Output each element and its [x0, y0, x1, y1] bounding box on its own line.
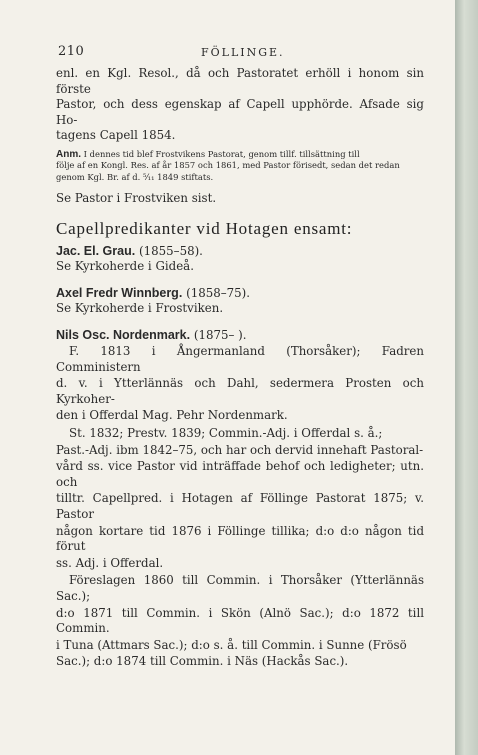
footnote-text: I dennes tid blef Frostvikens Pastorat, genom tillf. tillsättning till [83, 148, 360, 159]
person-entry [56, 243, 424, 274]
entry-heading [56, 243, 424, 259]
page-header [56, 44, 424, 66]
career-line: St. 1832; Prestv. 1839; Commin.-Adj. i Offerdal s. å.; [69, 425, 383, 440]
cross-reference: Se Pastor i Frostviken sist. [56, 191, 217, 205]
book-spine-edge [455, 0, 478, 755]
career-paragraph [56, 426, 424, 571]
nomination-line: d:o 1871 till Commin. i Skön (Alnö Sac.); d:o 1872 till Commin. [56, 605, 424, 636]
footnote-line [56, 149, 424, 161]
nomination-line: Föreslagen 1860 till Commin. i Thorsåker (Ytterlännäs Sac.); [56, 573, 424, 603]
person-name: Axel Fredr Winnberg. [56, 286, 183, 300]
career-line: någon kortare tid 1876 i Föllinge tillika; d:o d:o någon tid förut [56, 523, 424, 554]
biography-line: F. 1813 i Ångermanland (Thorsåker); Fadren Comministern [56, 344, 424, 374]
page-number: 210 [58, 44, 85, 59]
person-entry [56, 327, 424, 670]
footnote-line: genom Kgl. Br. af d. ⁵⁄₁₁ 1849 stiftats. [56, 171, 214, 182]
biography-line: d. v. i Ytterlännäs och Dahl, sedermera Prosten och Kyrkoher- [56, 376, 424, 406]
career-line: Past.-Adj. ibm 1842–75, och har och dervid innehaft Pastoral- [56, 442, 424, 457]
page-content [56, 44, 424, 670]
career-line: tilltr. Capellpred. i Hotagen af Föllinge Pastorat 1875; v. Pastor [56, 491, 424, 521]
person-entry [56, 285, 424, 316]
footnote-line: följe af en Kongl. Res. af år 1857 och 1861, med Pastor förisedt, sedan det redan [56, 160, 400, 170]
service-years: (1875– ). [193, 328, 247, 342]
person-name: Nils Osc. Nordenmark. [56, 328, 191, 342]
running-head: FÖLLINGE. [201, 46, 285, 59]
intro-paragraph [56, 66, 424, 144]
intro-line: Pastor, och dess egenskap af Capell upphörde. Afsade sig Ho- [56, 97, 424, 127]
nomination-line: Sac.); d:o 1874 till Commin. i Näs (Hackås Sac.). [56, 654, 349, 669]
entry-heading [56, 285, 424, 301]
intro-line: enl. en Kgl. Resol., då och Pastoratet erhöll i honom sin förste [56, 66, 424, 96]
entry-heading [56, 327, 424, 343]
entry-role: Se Kyrkoherde i Frostviken. [56, 301, 224, 315]
nominations-paragraph [56, 573, 424, 670]
biography-line: den i Offerdal Mag. Pehr Nordenmark. [56, 408, 288, 423]
intro-line: tagens Capell 1854. [56, 128, 176, 142]
nomination-line: i Tuna (Attmars Sac.); d:o s. å. till Commin. i Sunne (Frösö [56, 637, 407, 652]
biography-paragraph [56, 344, 424, 424]
service-years: (1855–58). [139, 244, 203, 258]
footnote-lead: Anm. [56, 148, 81, 160]
entry-role: Se Kyrkoherde i Gideå. [56, 259, 194, 273]
career-line: vård ss. vice Pastor vid inträffade behof och ledigheter; utn. och [56, 459, 424, 489]
footnote [56, 149, 424, 184]
person-name: Jac. El. Grau. [56, 244, 136, 258]
section-title: Capellpredikanter vid Hotagen ensamt: [56, 219, 353, 238]
service-years: (1858–75). [186, 286, 251, 300]
career-line: ss. Adj. i Offerdal. [56, 555, 164, 570]
